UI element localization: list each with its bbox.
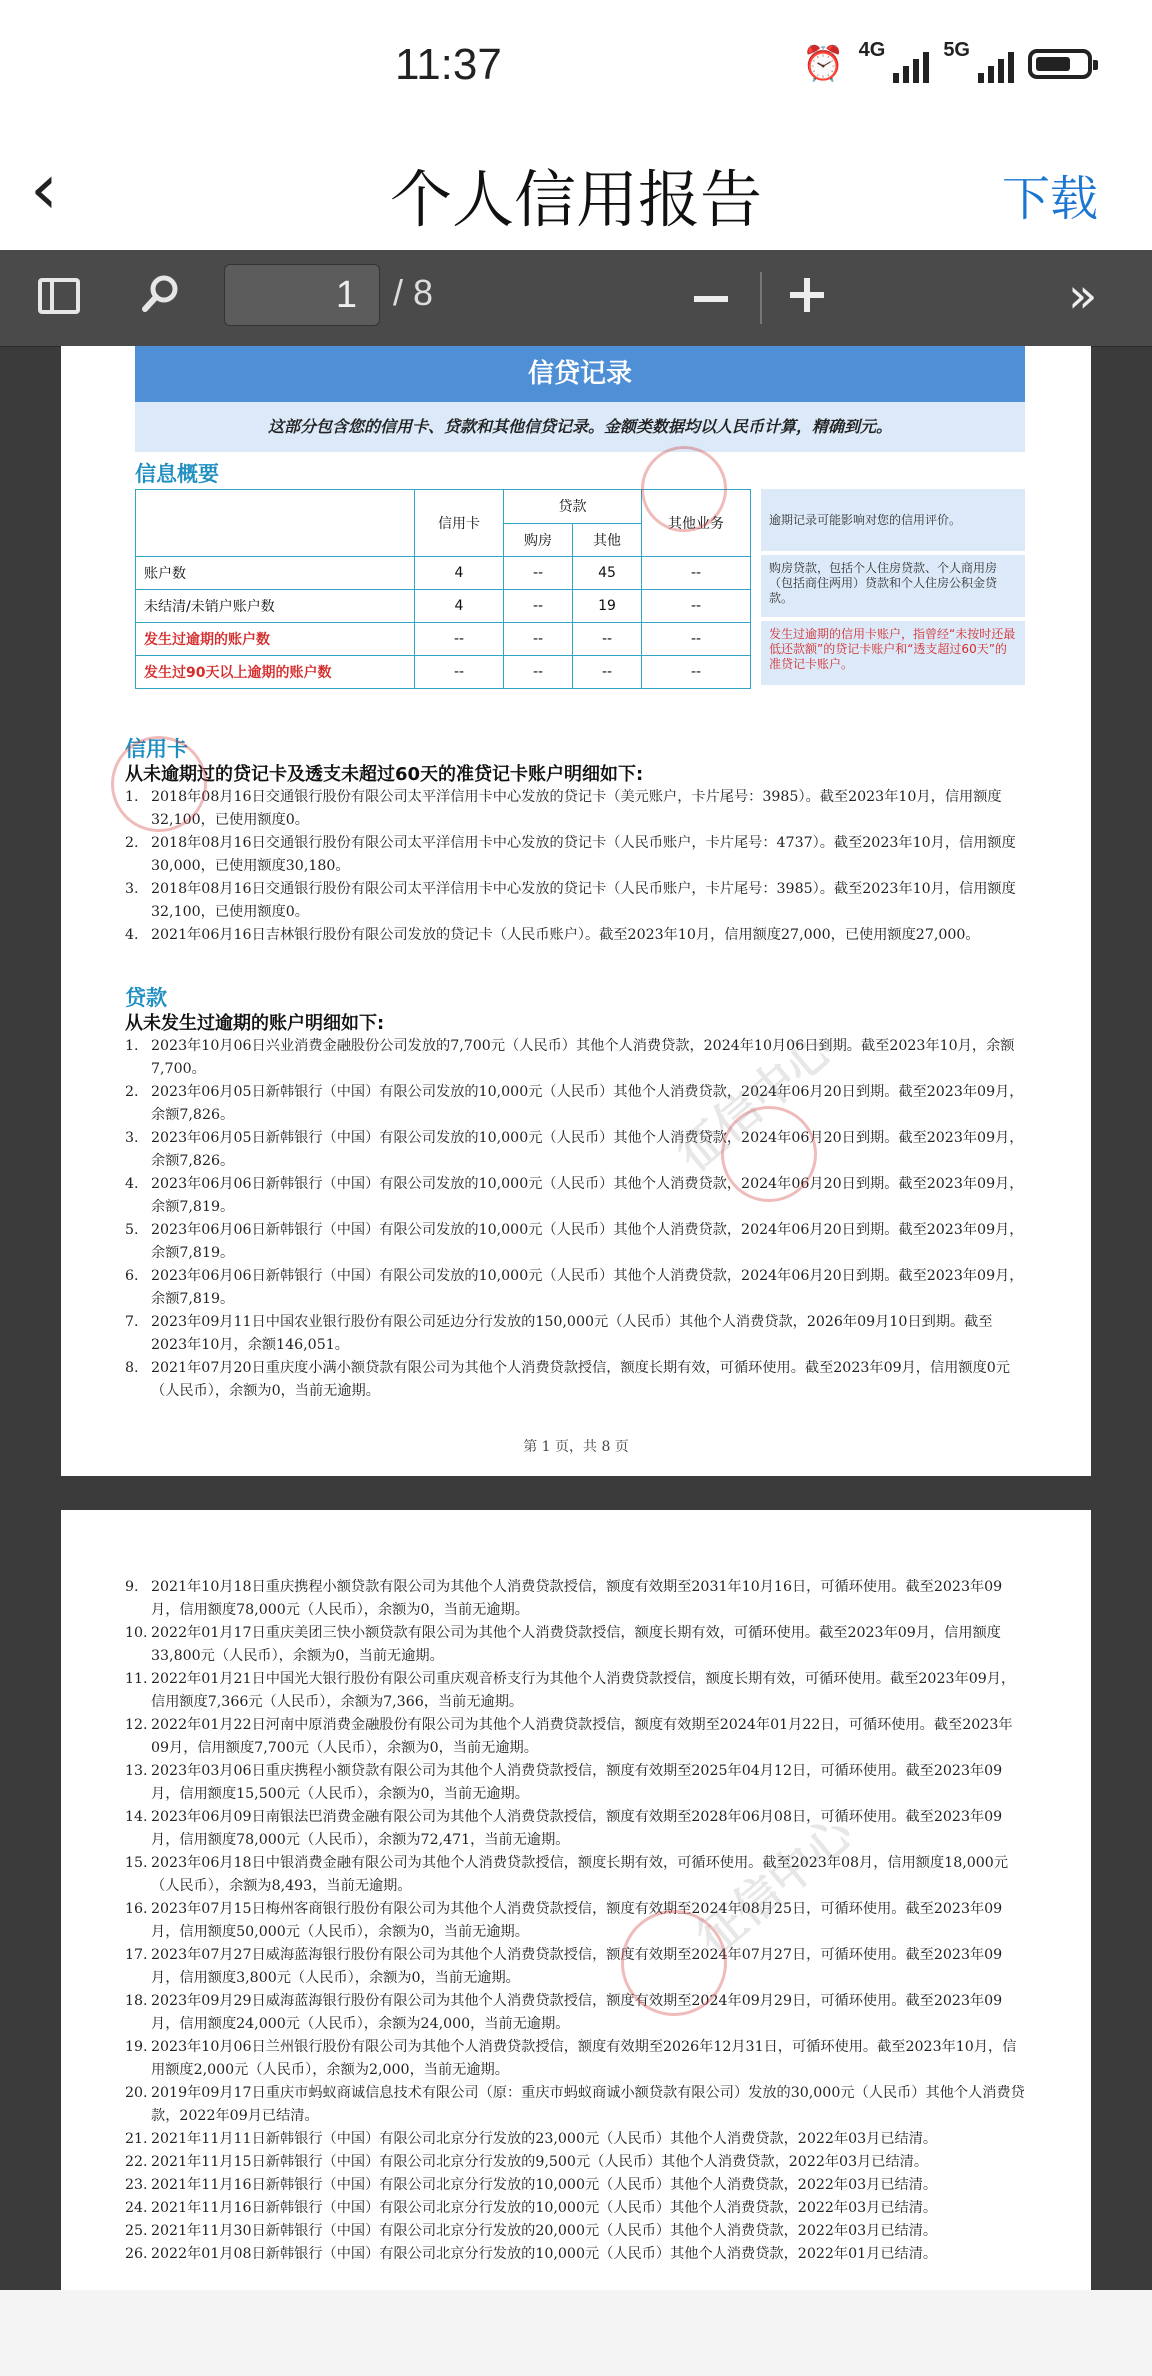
list-item bbox=[125, 2197, 1025, 2220]
item-number: 1. bbox=[125, 1038, 139, 1054]
bottom-bar bbox=[0, 2290, 1152, 2376]
more-tools-icon[interactable]: » bbox=[1068, 268, 1084, 324]
item-text: 2023年09月11日中国农业银行股份有限公司延边分行发放的150,000元（人民币）其他个人消费贷款，2026年09月10日到期。截至2023年10月，余额146,051。 bbox=[151, 1314, 993, 1353]
list-item bbox=[125, 1311, 1025, 1357]
item-text: 2021年11月16日新韩银行（中国）有限公司北京分行发放的10,000元（人民币）其他个人消费贷款，2022年03月已结清。 bbox=[151, 2200, 938, 2216]
item-text: 2023年07月15日梅州客商银行股份有限公司为其他个人消费贷款授信，额度有效期至2024年08月25日，可循环使用。截至2023年09月，信用额度50,000元（人民币），余额为0，当前无逾期。 bbox=[151, 1901, 1003, 1940]
cell-house: -- bbox=[504, 590, 573, 623]
watermark-text: 征信中心 bbox=[687, 1805, 863, 1966]
credit-card-title: 信用卡 bbox=[125, 737, 188, 761]
item-number: 7. bbox=[125, 1314, 139, 1330]
table-corner bbox=[136, 490, 415, 557]
item-number: 2. bbox=[125, 1084, 139, 1100]
row-label: 账户数 bbox=[136, 557, 415, 590]
item-number: 15. bbox=[125, 1855, 148, 1871]
item-number: 3. bbox=[125, 1130, 139, 1146]
page-total-label: / 8 bbox=[393, 272, 434, 313]
item-number: 25. bbox=[125, 2223, 148, 2239]
item-text: 2021年11月30日新韩银行（中国）有限公司北京分行发放的20,000元（人民币）其他个人消费贷款，2022年03月已结清。 bbox=[151, 2223, 938, 2239]
item-text: 2023年06月05日新韩银行（中国）有限公司发放的10,000元（人民币）其他个人消费贷款，2024年06月20日到期。截至2023年09月，余额7,826。 bbox=[151, 1084, 1024, 1123]
list-item bbox=[125, 924, 1025, 947]
item-number: 3. bbox=[125, 881, 139, 897]
item-number: 22. bbox=[125, 2154, 148, 2170]
list-item bbox=[125, 1714, 1025, 1760]
item-text: 2021年07月20日重庆度小满小额贷款有限公司为其他个人消费贷款授信，额度长期有效，可循环使用。截至2023年09月，信用额度0元（人民币），余额为0，当前无逾期。 bbox=[151, 1360, 1010, 1399]
cell-house: -- bbox=[504, 623, 573, 656]
credit-card-list bbox=[125, 786, 1025, 947]
item-number: 21. bbox=[125, 2131, 148, 2147]
cell-house: -- bbox=[504, 656, 573, 689]
watermark-text: 征信中心 bbox=[667, 1021, 843, 1182]
cell-other: -- bbox=[573, 656, 642, 689]
note-housing-loan: 购房贷款，包括个人住房贷款、个人商用房（包括商住两用）贷款和个人住房公积金贷款。 bbox=[761, 555, 1025, 617]
item-number: 13. bbox=[125, 1763, 148, 1779]
cell-cc: 4 bbox=[415, 557, 504, 590]
item-text: 2023年06月06日新韩银行（中国）有限公司发放的10,000元（人民币）其他个人消费贷款，2024年06月20日到期。截至2023年09月，余额7,819。 bbox=[151, 1176, 1024, 1215]
list-item bbox=[125, 1990, 1025, 2036]
item-number: 5. bbox=[125, 1222, 139, 1238]
list-item bbox=[125, 2036, 1025, 2082]
loan-list-continued bbox=[125, 1576, 1025, 2266]
status-icons bbox=[802, 38, 1092, 84]
list-item bbox=[125, 1219, 1025, 1265]
item-text: 2023年10月06日兰州银行股份有限公司为其他个人消费贷款授信，额度有效期至2026年12月31日，可循环使用。截至2023年10月，信用额度2,000元（人民币），余额为2,000，当前无逾期。 bbox=[151, 2039, 1017, 2078]
item-number: 18. bbox=[125, 1993, 148, 2009]
cell-biz: -- bbox=[642, 590, 751, 623]
list-item bbox=[125, 1127, 1025, 1173]
list-item bbox=[125, 2174, 1025, 2197]
item-text: 2023年10月06日兴业消费金融股份公司发放的7,700元（人民币）其他个人消费贷款，2024年10月06日到期。截至2023年10月，余额7,700。 bbox=[151, 1038, 1015, 1077]
table-row bbox=[136, 656, 751, 689]
cell-biz: -- bbox=[642, 656, 751, 689]
item-number: 6. bbox=[125, 1268, 139, 1284]
toolbar-divider bbox=[760, 272, 762, 324]
item-number: 17. bbox=[125, 1947, 148, 1963]
download-button[interactable]: 下载 bbox=[1001, 171, 1098, 227]
list-item bbox=[125, 2243, 1025, 2266]
list-item bbox=[125, 2128, 1025, 2151]
table-row bbox=[136, 623, 751, 656]
item-number: 14. bbox=[125, 1809, 148, 1825]
item-number: 1. bbox=[125, 789, 139, 805]
note-overdue-card: 发生过逾期的信用卡账户，指曾经“未按时还最低还款额”的贷记卡账户和“透支超过60天”的准贷记卡账户。 bbox=[761, 621, 1025, 685]
item-number: 4. bbox=[125, 927, 139, 943]
list-item bbox=[125, 1173, 1025, 1219]
sidebar-toggle-icon[interactable] bbox=[38, 278, 80, 314]
item-number: 26. bbox=[125, 2246, 148, 2262]
list-item bbox=[125, 1760, 1025, 1806]
list-item bbox=[125, 2082, 1025, 2128]
table-row bbox=[136, 557, 751, 590]
cell-cc: 4 bbox=[415, 590, 504, 623]
item-number: 9. bbox=[125, 1579, 139, 1595]
signal-5g-icon bbox=[978, 45, 1014, 83]
item-number: 12. bbox=[125, 1717, 148, 1733]
list-item bbox=[125, 1357, 1025, 1403]
table-row bbox=[136, 590, 751, 623]
list-item bbox=[125, 832, 1025, 878]
item-text: 2023年09月29日威海蓝海银行股份有限公司为其他个人消费贷款授信，额度有效期至2024年09月29日，可循环使用。截至2023年09月，信用额度24,000元（人民币），余额为24,000，当前无逾期。 bbox=[151, 1993, 1003, 2032]
list-item bbox=[125, 1668, 1025, 1714]
item-text: 2021年11月16日新韩银行（中国）有限公司北京分行发放的10,000元（人民币）其他个人消费贷款，2022年03月已结清。 bbox=[151, 2177, 938, 2193]
item-text: 2022年01月21日中国光大银行股份有限公司重庆观音桥支行为其他个人消费贷款授信，额度长期有效，可循环使用。截至2023年09月，信用额度7,366元（人民币），余额为7,366，当前无逾期。 bbox=[151, 1671, 1016, 1710]
cell-cc: -- bbox=[415, 656, 504, 689]
note-overdue-impact: 逾期记录可能影响对您的信用评价。 bbox=[761, 489, 1025, 551]
loan-list bbox=[125, 1035, 1025, 1403]
battery-icon bbox=[1028, 49, 1092, 79]
item-number: 10. bbox=[125, 1625, 148, 1641]
item-number: 11. bbox=[125, 1671, 148, 1687]
row-label: 发生过逾期的账户数 bbox=[136, 623, 415, 656]
summary-notes bbox=[761, 489, 1025, 689]
cell-other: 19 bbox=[573, 590, 642, 623]
summary-table bbox=[135, 489, 751, 689]
item-text: 2023年06月06日新韩银行（中国）有限公司发放的10,000元（人民币）其他个人消费贷款，2024年06月20日到期。截至2023年09月，余额7,819。 bbox=[151, 1268, 1024, 1307]
col-housing: 购房 bbox=[504, 523, 573, 557]
back-chevron-icon[interactable]: ‹ bbox=[30, 148, 58, 230]
row-label: 发生过90天以上逾期的账户数 bbox=[136, 656, 415, 689]
item-number: 2. bbox=[125, 835, 139, 851]
list-item bbox=[125, 786, 1025, 832]
list-item bbox=[125, 1852, 1025, 1898]
col-other: 其他 bbox=[573, 523, 642, 557]
pdf-page-2 bbox=[61, 1510, 1091, 2290]
loan-subtitle: 从未发生过逾期的账户明细如下: bbox=[125, 1013, 385, 1034]
item-text: 2021年11月15日新韩银行（中国）有限公司北京分行发放的9,500元（人民币）其他个人消费贷款，2022年03月已结清。 bbox=[151, 2154, 929, 2170]
item-number: 19. bbox=[125, 2039, 148, 2055]
network-4g-label: 4G bbox=[858, 38, 886, 61]
item-text: 2021年10月18日重庆携程小额贷款有限公司为其他个人消费贷款授信，额度有效期至2031年10月16日，可循环使用。截至2023年09月，信用额度78,000元（人民币），余额为0，当前无逾期。 bbox=[151, 1579, 1003, 1618]
list-item bbox=[125, 1944, 1025, 1990]
cell-other: 45 bbox=[573, 557, 642, 590]
status-bar bbox=[0, 0, 1152, 130]
item-text: 2023年03月06日重庆携程小额贷款有限公司为其他个人消费贷款授信，额度有效期至2025年04月12日，可循环使用。截至2023年09月，信用额度15,500元（人民币），余额为0，当前无逾期。 bbox=[151, 1763, 1003, 1802]
page-title: 个人信用报告 bbox=[389, 163, 762, 236]
item-text: 2018年08月16日交通银行股份有限公司太平洋信用卡中心发放的贷记卡（美元账户，卡片尾号：3985）。截至2023年10月，信用额度32,100，已使用额度0。 bbox=[151, 789, 1002, 828]
section-subheader: 这部分包含您的信用卡、贷款和其他信贷记录。金额类数据均以人民币计算，精确到元。 bbox=[135, 402, 1025, 452]
section-header: 信贷记录 bbox=[135, 346, 1025, 402]
item-text: 2023年06月09日南银法巴消费金融有限公司为其他个人消费贷款授信，额度有效期至2028年06月08日，可循环使用。截至2023年09月，信用额度78,000元（人民币），余额为72,471，当前无逾期。 bbox=[151, 1809, 1003, 1848]
list-item bbox=[125, 1898, 1025, 1944]
item-text: 2022年01月17日重庆美团三快小额贷款有限公司为其他个人消费贷款授信，额度长期有效，可循环使用。截至2023年09月，信用额度33,800元（人民币），余额为0，当前无逾期。 bbox=[151, 1625, 1001, 1664]
list-item bbox=[125, 1806, 1025, 1852]
loan-title: 贷款 bbox=[125, 986, 167, 1010]
list-item bbox=[125, 2220, 1025, 2243]
item-text: 2023年06月18日中银消费金融有限公司为其他个人消费贷款授信，额度长期有效，可循环使用。截至2023年08月，信用额度18,000元（人民币），余额为8,493，当前无逾期。 bbox=[151, 1855, 1009, 1894]
row-label: 未结清/未销户账户数 bbox=[136, 590, 415, 623]
pdf-viewer[interactable] bbox=[0, 250, 1152, 2290]
cell-house: -- bbox=[504, 557, 573, 590]
item-number: 8. bbox=[125, 1360, 139, 1376]
item-text: 2021年06月16日吉林银行股份有限公司发放的贷记卡（人民币账户）。截至2023年10月，信用额度27,000，已使用额度27,000。 bbox=[151, 927, 980, 943]
col-loan: 贷款 bbox=[504, 490, 642, 524]
list-item bbox=[125, 1081, 1025, 1127]
item-text: 2023年07月27日威海蓝海银行股份有限公司为其他个人消费贷款授信，额度有效期至2024年07月27日，可循环使用。截至2023年09月，信用额度3,800元（人民币），余额为0，当前无逾期。 bbox=[151, 1947, 1003, 1986]
cell-biz: -- bbox=[642, 623, 751, 656]
cell-cc: -- bbox=[415, 623, 504, 656]
item-text: 2018年08月16日交通银行股份有限公司太平洋信用卡中心发放的贷记卡（人民币账户，卡片尾号：3985）。截至2023年10月，信用额度32,100，已使用额度0。 bbox=[151, 881, 1016, 920]
zoom-in-button[interactable] bbox=[790, 278, 824, 312]
item-number: 16. bbox=[125, 1901, 148, 1917]
item-number: 24. bbox=[125, 2200, 148, 2216]
zoom-out-button[interactable] bbox=[694, 296, 728, 302]
item-number: 4. bbox=[125, 1176, 139, 1192]
item-text: 2018年08月16日交通银行股份有限公司太平洋信用卡中心发放的贷记卡（人民币账户，卡片尾号：4737）。截至2023年10月，信用额度30,000，已使用额度30,180。 bbox=[151, 835, 1016, 874]
alarm-icon: ⏰ bbox=[802, 45, 845, 83]
item-number: 20. bbox=[125, 2085, 148, 2101]
item-text: 2023年06月05日新韩银行（中国）有限公司发放的10,000元（人民币）其他个人消费贷款，2024年06月20日到期。截至2023年09月，余额7,826。 bbox=[151, 1130, 1024, 1169]
item-text: 2019年09月17日重庆市蚂蚁商诚信息技术有限公司（原：重庆市蚂蚁商诚小额贷款有限公司）发放的30,000元（人民币）其他个人消费贷款，2022年09月已结清。 bbox=[151, 2085, 1025, 2124]
pdf-page-1 bbox=[61, 346, 1091, 1476]
credit-card-subtitle: 从未逾期过的贷记卡及透支未超过60天的准贷记卡账户明细如下: bbox=[125, 764, 644, 785]
col-credit-card: 信用卡 bbox=[415, 490, 504, 557]
search-icon[interactable] bbox=[140, 274, 180, 314]
item-text: 2022年01月08日新韩银行（中国）有限公司北京分行发放的10,000元（人民币）其他个人消费贷款，2022年01月已结清。 bbox=[151, 2246, 938, 2262]
item-text: 2021年11月11日新韩银行（中国）有限公司北京分行发放的23,000元（人民币）其他个人消费贷款，2022年03月已结清。 bbox=[151, 2131, 938, 2147]
item-text: 2022年01月22日河南中原消费金融股份有限公司为其他个人消费贷款授信，额度有效期至2024年01月22日，可循环使用。截至2023年09月，信用额度7,700元（人民币），余额为0，当前无逾期。 bbox=[151, 1717, 1013, 1756]
cell-biz: -- bbox=[642, 557, 751, 590]
list-item bbox=[125, 1265, 1025, 1311]
page-number-input[interactable]: 1 bbox=[224, 264, 380, 326]
signal-icon bbox=[893, 45, 929, 83]
col-other-business: 其他业务 bbox=[642, 490, 751, 557]
pdf-toolbar bbox=[0, 250, 1152, 347]
status-time: 11:37 bbox=[395, 40, 502, 89]
list-item bbox=[125, 2151, 1025, 2174]
list-item bbox=[125, 1576, 1025, 1622]
page-footer: 第 1 页，共 8 页 bbox=[523, 1439, 629, 1455]
item-number: 23. bbox=[125, 2177, 148, 2193]
list-item bbox=[125, 878, 1025, 924]
summary-title: 信息概要 bbox=[135, 462, 219, 486]
network-5g-label: 5G bbox=[943, 38, 970, 61]
nav-bar bbox=[0, 130, 1152, 250]
list-item bbox=[125, 1035, 1025, 1081]
item-text: 2023年06月06日新韩银行（中国）有限公司发放的10,000元（人民币）其他个人消费贷款，2024年06月20日到期。截至2023年09月，余额7,819。 bbox=[151, 1222, 1024, 1261]
list-item bbox=[125, 1622, 1025, 1668]
cell-other: -- bbox=[573, 623, 642, 656]
